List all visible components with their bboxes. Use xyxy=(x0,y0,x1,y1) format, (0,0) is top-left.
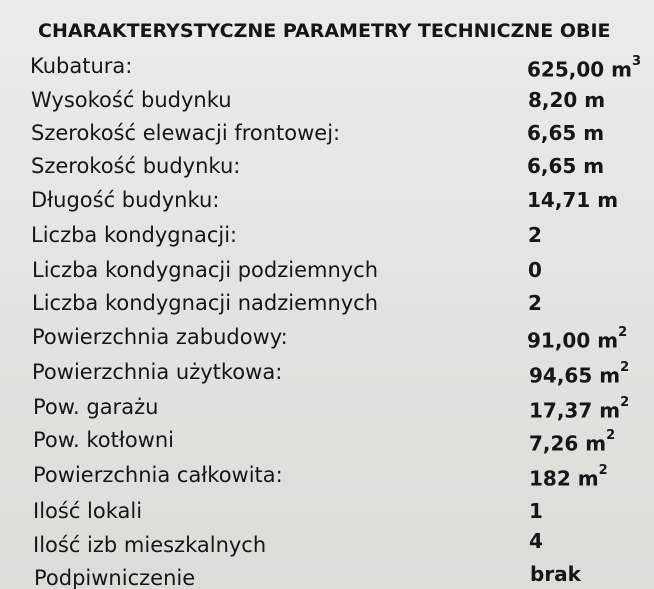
param-label: Ilość izb mieszkalnych xyxy=(33,533,267,557)
param-row-powierzchnia-uzytkowa xyxy=(0,360,654,394)
param-value xyxy=(529,463,608,491)
param-value xyxy=(528,258,542,282)
param-row-liczba-kondygnacji xyxy=(0,223,654,257)
param-value-number: 4 xyxy=(529,529,543,553)
param-value xyxy=(529,428,615,456)
param-row-powierzchnia-zabudowy xyxy=(0,325,654,359)
param-value-number: 6,65 m xyxy=(527,121,605,145)
param-label: Długość budynku: xyxy=(31,188,220,212)
param-value xyxy=(528,88,605,112)
param-label: Pow. kotłowni xyxy=(33,428,174,452)
param-row-kondygnacje-podziemne xyxy=(0,258,654,292)
param-label: Szerokość elewacji frontowej: xyxy=(31,121,341,145)
param-row-kubatura xyxy=(0,54,654,88)
param-label: Liczba kondygnacji podziemnych xyxy=(32,258,379,282)
param-label: Ilość lokali xyxy=(33,499,143,523)
param-label: Liczba kondygnacji: xyxy=(31,223,238,247)
param-label: Powierzchnia całkowita: xyxy=(33,463,283,487)
param-value-number: 2 xyxy=(528,223,542,247)
param-label: Szerokość budynku: xyxy=(31,154,241,178)
document-title: CHARAKTERYSTYCZNE PARAMETRY TECHNICZNE OBIE xyxy=(38,20,611,42)
param-value-number: 0 xyxy=(528,258,542,282)
param-row-kondygnacje-nadziemne xyxy=(0,291,654,325)
param-label: Powierzchnia użytkowa: xyxy=(32,360,283,384)
param-value-number: 625,00 m xyxy=(527,57,632,82)
param-label: Powierzchnia zabudowy: xyxy=(32,325,288,349)
param-value-exponent: 2 xyxy=(618,325,628,340)
param-label: Podpiwniczenie xyxy=(34,566,196,589)
param-value-number: 14,71 m xyxy=(527,188,619,212)
param-value-number: 94,65 m xyxy=(529,363,621,388)
param-value xyxy=(529,499,543,523)
param-row-dlugosc xyxy=(0,188,654,222)
param-value xyxy=(528,223,542,247)
param-row-pow-garazu xyxy=(0,395,654,429)
param-value xyxy=(528,291,542,315)
param-value xyxy=(527,154,604,178)
param-row-szerokosc-budynku xyxy=(0,154,654,188)
param-value-number: 1 xyxy=(529,499,543,523)
param-value xyxy=(527,121,604,145)
param-value-exponent: 3 xyxy=(631,54,642,69)
param-value-number: 2 xyxy=(528,291,542,315)
param-label: Wysokość budynku xyxy=(31,88,232,112)
param-value xyxy=(529,529,543,553)
param-row-pow-kotlowni xyxy=(0,428,654,462)
param-value-number: 182 m xyxy=(529,466,599,491)
param-label: Kubatura: xyxy=(30,54,133,78)
param-value xyxy=(527,325,627,353)
param-value xyxy=(527,188,618,212)
param-value-number: 91,00 m xyxy=(527,328,619,353)
param-value-number: 17,37 m xyxy=(529,398,621,423)
param-label: Liczba kondygnacji nadziemnych xyxy=(32,291,379,315)
param-value-number: 7,26 m xyxy=(529,431,607,456)
param-value xyxy=(527,54,641,82)
param-value-number: 6,65 m xyxy=(527,154,605,178)
param-row-szerokosc-elewacji xyxy=(0,121,654,155)
param-value xyxy=(529,395,629,423)
param-value-exponent: 2 xyxy=(598,463,608,478)
param-row-wysokosc xyxy=(0,88,654,122)
param-value xyxy=(529,360,629,388)
param-value-exponent: 2 xyxy=(606,428,616,443)
param-value-exponent: 2 xyxy=(620,395,630,410)
param-row-ilosc-lokali xyxy=(0,499,654,533)
param-value-number: brak xyxy=(530,562,581,586)
param-value-exponent: 2 xyxy=(620,360,630,375)
param-value-number: 8,20 m xyxy=(528,88,606,112)
param-row-podpiwniczenie xyxy=(0,562,654,589)
param-value xyxy=(530,562,581,586)
param-label: Pow. garażu xyxy=(33,395,159,419)
param-row-powierzchnia-calkowita xyxy=(0,463,654,497)
